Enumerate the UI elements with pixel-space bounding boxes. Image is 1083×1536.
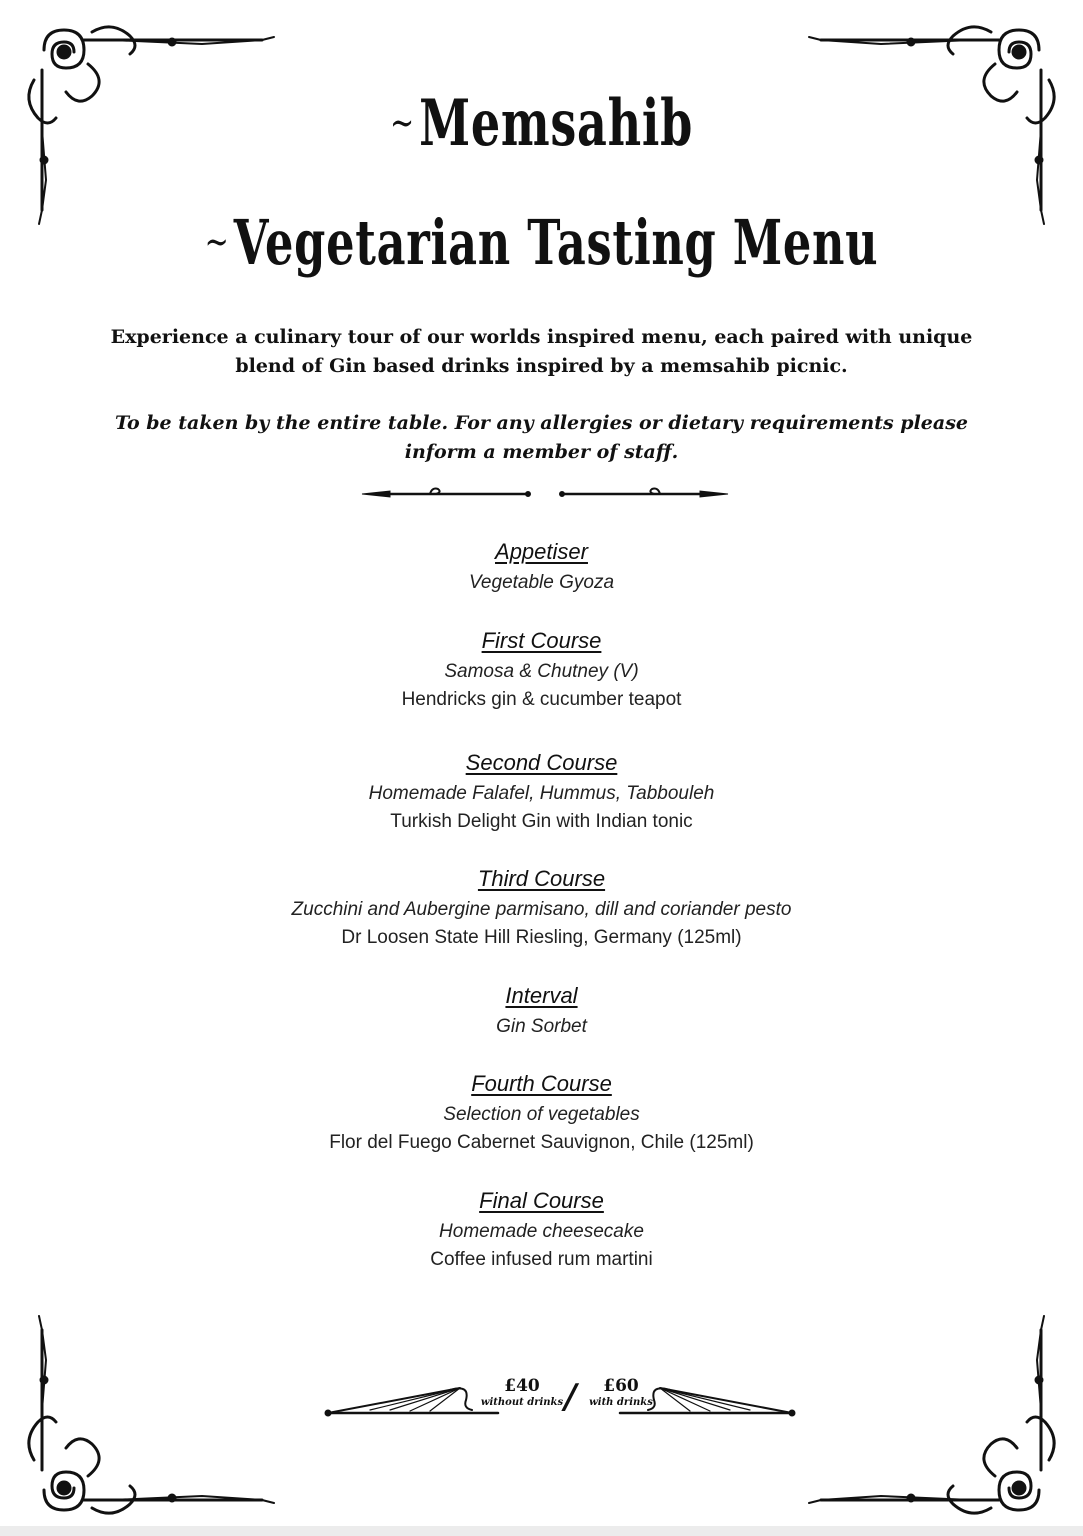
divider-flourish [360,482,730,506]
course-dish: Zucchini and Aubergine parmisano, dill and coriander pesto [291,899,792,920]
course-heading: Final Course [479,1188,604,1213]
menu-title-vegetarian-tasting [152,206,932,279]
title-line-1: Memsahib [419,86,694,161]
course-appetiser [0,535,1083,597]
course-heading: Fourth Course [471,1071,612,1096]
swirl-flourish-icon: ~ [204,219,230,266]
intro-paragraph: Experience a culinary tour of our worlds inspired menu, each paired with unique blend of Gin based drinks inspired by a memsahib picnic. [110,326,973,377]
corner-ornament-bottom-right [801,1310,1061,1520]
course-heading: Second Course [465,750,618,775]
course-drink: Dr Loosen State Hill Riesling, Germany (125ml) [341,927,742,948]
course-drink: Hendricks gin & cucumber teapot [401,689,682,710]
price-value: £40 [504,1376,540,1396]
course-dish: Homemade cheesecake [439,1221,644,1242]
course-fourth [0,1067,1083,1157]
price-label: with drinks [589,1397,653,1408]
swirl-flourish-icon: ~ [389,100,415,147]
course-heading: Third Course [477,866,606,891]
course-heading: Interval [505,983,578,1008]
menu-title-memsahib [152,86,932,161]
page-bottom-edge [0,1526,1083,1536]
course-drink: Flor del Fuego Cabernet Sauvignon, Chile (125ml) [329,1132,754,1153]
price-separator: / [564,1377,577,1417]
course-third [0,862,1083,952]
allergy-note: To be taken by the entire table. For any allergies or dietary requirements please inform a member of staff. [115,412,968,463]
course-dish: Homemade Falafel, Hummus, Tabbouleh [368,783,715,804]
corner-ornament-bottom-left [22,1310,282,1520]
course-heading: First Course [481,628,602,653]
course-interval [0,979,1083,1041]
course-drink: Coffee infused rum martini [430,1249,653,1270]
price-without-drinks [472,1376,572,1410]
course-final [0,1184,1083,1274]
course-dish: Vegetable Gyoza [468,572,615,593]
course-drink: Turkish Delight Gin with Indian tonic [390,811,693,832]
price-with-drinks [576,1376,666,1410]
course-dish: Selection of vegetables [443,1104,640,1125]
course-heading: Appetiser [495,539,588,564]
course-first [0,624,1083,714]
course-dish: Samosa & Chutney (V) [444,661,639,682]
price-value: £60 [603,1376,639,1396]
course-second [0,746,1083,836]
pricing-banner [320,1370,800,1430]
price-label: without drinks [480,1397,564,1408]
title-line-2: Vegetarian Tasting Menu [233,206,879,279]
course-dish: Gin Sorbet [496,1016,587,1037]
